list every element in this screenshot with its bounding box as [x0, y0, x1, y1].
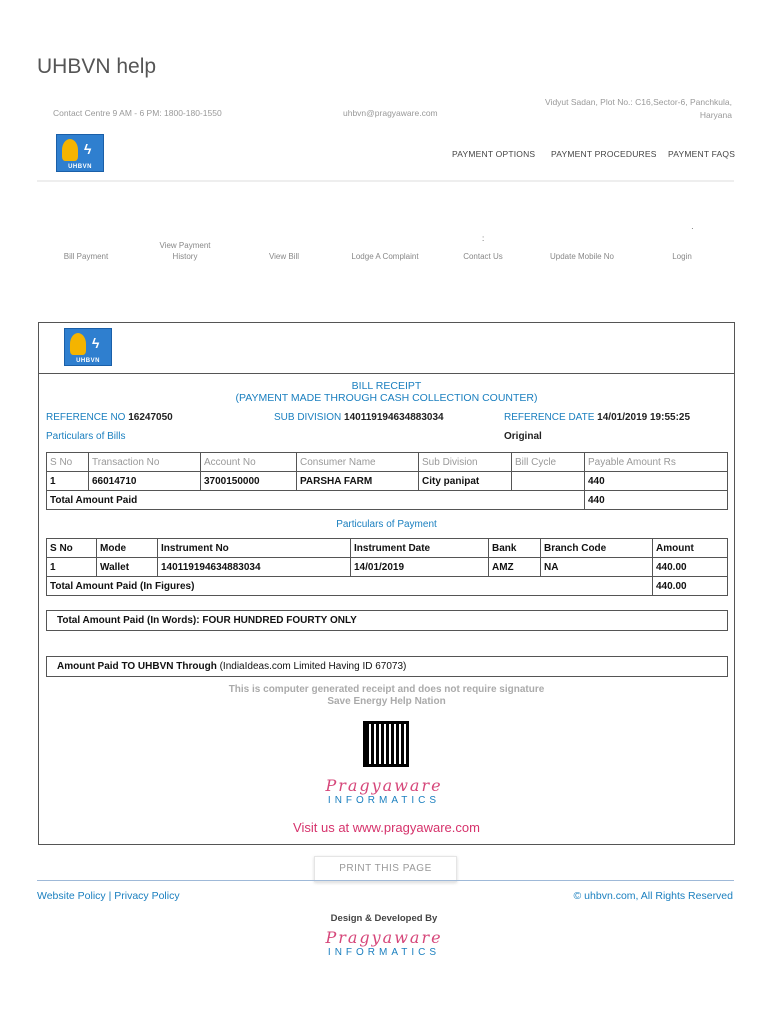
cell: 440	[585, 472, 728, 491]
bills-table	[46, 452, 728, 510]
save-energy-note: Save Energy Help Nation	[327, 696, 446, 707]
particulars-payment-label: Particulars of Payment	[336, 519, 437, 530]
lineman-figure-icon	[70, 333, 86, 355]
header-divider	[37, 180, 734, 182]
contact-email[interactable]: uhbvn@pragyaware.com	[343, 108, 438, 118]
copyright: © uhbvn.com, All Rights Reserved	[573, 890, 733, 902]
particulars-bills-label: Particulars of Bills	[46, 431, 126, 442]
amount-paid-through	[46, 656, 728, 677]
contact-centre: Contact Centre 9 AM - 6 PM: 1800-180-1550	[53, 108, 222, 118]
table-header-row	[47, 539, 728, 558]
qr-code-icon	[363, 721, 409, 767]
receipt-heading: BILL RECEIPT	[351, 380, 422, 392]
col-header: Account No	[201, 453, 297, 472]
website-policy-link[interactable]: Website Policy	[37, 890, 106, 902]
col-header: Instrument No	[158, 539, 351, 558]
cell: City panipat	[419, 472, 512, 491]
informatics-text: INFORMATICS	[327, 795, 441, 806]
visit-link[interactable]: Visit us at www.pragyaware.com	[293, 820, 480, 835]
cell: 440.00	[653, 558, 728, 577]
uhbvn-logo[interactable]	[56, 134, 104, 172]
lineman-figure-icon	[62, 139, 78, 161]
login-icon: ·	[691, 224, 694, 233]
nav-payment-faqs[interactable]: PAYMENT FAQS	[668, 149, 736, 159]
menu-lodge-complaint[interactable]: Lodge A Complaint	[351, 252, 419, 261]
col-header: Bill Cycle	[512, 453, 585, 472]
footer-links	[37, 890, 180, 902]
sub-division	[274, 412, 444, 423]
logo-text: UHBVN	[68, 164, 92, 170]
computer-generated-note: This is computer generated receipt and does not require signature	[228, 684, 545, 695]
cell: PARSHA FARM	[297, 472, 419, 491]
sub-division-label: SUB DIVISION	[274, 412, 342, 423]
table-header-row	[47, 453, 728, 472]
site-title: UHBVN help	[37, 55, 157, 78]
col-header: Consumer Name	[297, 453, 419, 472]
address	[530, 96, 732, 122]
cell: Wallet	[97, 558, 158, 577]
lightning-icon: ϟ	[84, 141, 92, 157]
total-figures-value: 440.00	[653, 577, 728, 596]
contact-icon: :	[482, 234, 485, 243]
col-header: Transaction No	[89, 453, 201, 472]
table-row	[47, 472, 728, 491]
total-figures-label: Total Amount Paid (In Figures)	[47, 577, 653, 596]
menu-view-history-line2: History	[172, 252, 198, 261]
sub-division-value: 140119194634883034	[344, 412, 444, 423]
cell: 140119194634883034	[158, 558, 351, 577]
menu-update-mobile[interactable]: Update Mobile No	[549, 252, 615, 261]
menu-view-payment-history[interactable]	[145, 240, 225, 262]
paid-through-label: Amount Paid TO UHBVN Through	[57, 661, 217, 672]
table-row	[47, 558, 728, 577]
address-line1: Vidyut Sadan, Plot No.: C16,Sector-6, Panchkula,	[545, 97, 732, 107]
col-header: Branch Code	[541, 539, 653, 558]
total-paid-label: Total Amount Paid	[47, 491, 585, 510]
pragyaware-script: Pragyaware	[325, 928, 443, 947]
cell: AMZ	[489, 558, 541, 577]
table-total-row	[47, 577, 728, 596]
footer-divider	[37, 880, 734, 881]
menu-bill-payment[interactable]: Bill Payment	[63, 252, 109, 261]
reference-date-value: 14/01/2019 19:55:25	[597, 412, 691, 423]
menu-login[interactable]: Login	[672, 252, 692, 261]
address-line2: Haryana	[699, 110, 732, 120]
privacy-policy-link[interactable]: Privacy Policy	[114, 890, 180, 902]
col-header: S No	[47, 453, 89, 472]
menu-view-history-line1: View Payment	[159, 241, 211, 250]
col-header: S No	[47, 539, 97, 558]
cell: NA	[541, 558, 653, 577]
print-button[interactable]: PRINT THIS PAGE	[314, 856, 457, 882]
table-total-row	[47, 491, 728, 510]
reference-date	[504, 412, 690, 423]
reference-date-label: REFERENCE DATE	[504, 412, 595, 423]
cell: 3700150000	[201, 472, 297, 491]
receipt-subheading: (PAYMENT MADE THROUGH CASH COLLECTION COUNTER)	[235, 392, 538, 404]
col-header: Mode	[97, 539, 158, 558]
cell: 66014710	[89, 472, 201, 491]
menu-contact-us[interactable]: Contact Us	[463, 252, 503, 261]
receipt-uhbvn-logo	[64, 328, 112, 366]
nav-payment-procedures[interactable]: PAYMENT PROCEDURES	[551, 149, 657, 159]
pragyaware-logo	[284, 776, 484, 806]
menu-view-bill[interactable]: View Bill	[268, 252, 300, 261]
col-header: Bank	[489, 539, 541, 558]
design-developed-by: Design & Developed By	[330, 913, 438, 924]
reference-no-label: REFERENCE NO	[46, 412, 126, 423]
pragyaware-script: Pragyaware	[325, 776, 443, 795]
footer-sep: |	[105, 890, 115, 902]
reference-no-value: 16247050	[128, 412, 173, 423]
cell: 14/01/2019	[351, 558, 489, 577]
cell: 1	[47, 558, 97, 577]
total-paid-value: 440	[585, 491, 728, 510]
col-header: Payable Amount Rs	[585, 453, 728, 472]
cell	[512, 472, 585, 491]
footer-pragyaware-logo[interactable]	[284, 928, 484, 958]
reference-no	[46, 412, 173, 423]
lightning-icon: ϟ	[92, 335, 100, 351]
logo-text: UHBVN	[76, 358, 100, 364]
col-header: Instrument Date	[351, 539, 489, 558]
informatics-text: INFORMATICS	[327, 947, 441, 958]
col-header: Amount	[653, 539, 728, 558]
col-header: Sub Division	[419, 453, 512, 472]
payment-table	[46, 538, 728, 596]
original-label: Original	[504, 431, 542, 442]
receipt-header-divider	[38, 373, 735, 374]
paid-through-detail: (IndiaIdeas.com Limited Having ID 67073)	[216, 661, 407, 672]
amount-in-words: Total Amount Paid (In Words): FOUR HUNDRED FOURTY ONLY	[46, 610, 728, 631]
nav-payment-options[interactable]: PAYMENT OPTIONS	[452, 149, 536, 159]
cell: 1	[47, 472, 89, 491]
